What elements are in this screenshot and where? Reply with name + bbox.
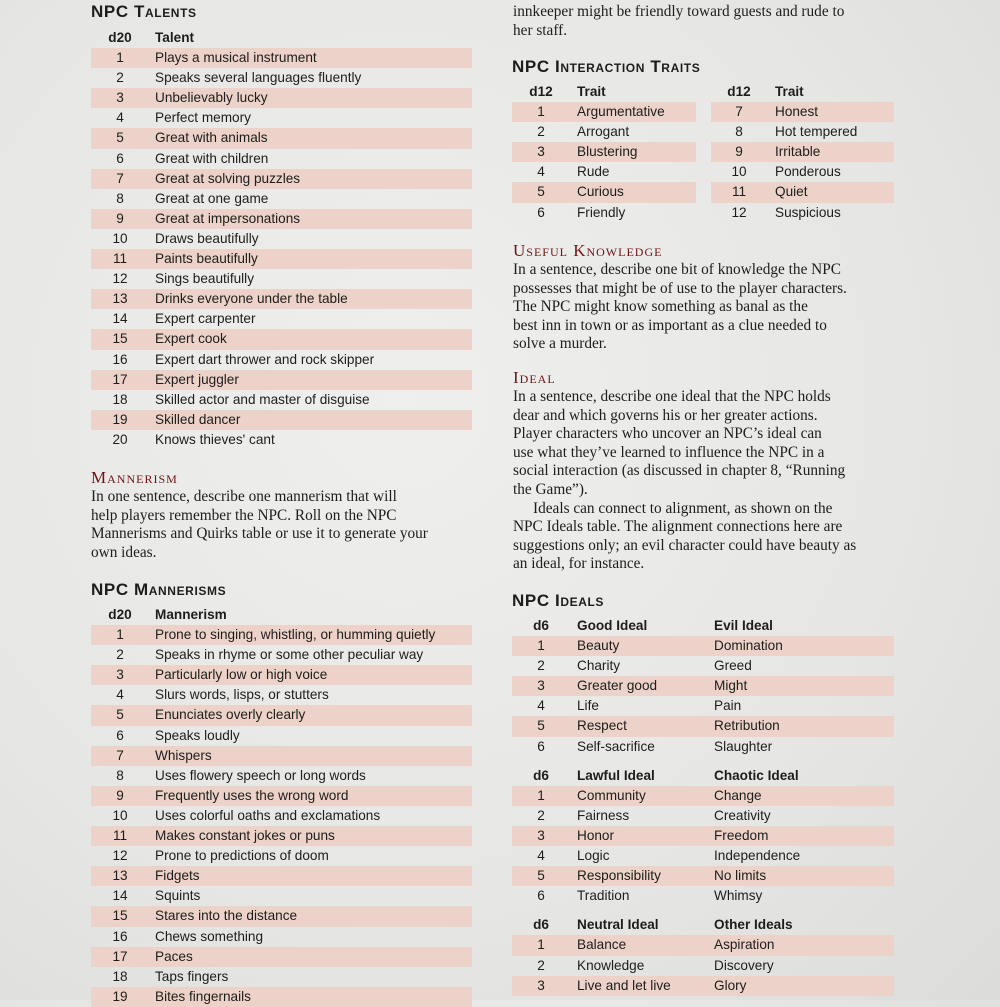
cell-text: Taps fingers <box>155 968 229 984</box>
column-header: d6 <box>533 917 549 933</box>
table-row <box>91 786 472 806</box>
cell-text: Tradition <box>577 888 630 904</box>
table-row <box>91 128 472 148</box>
table-row <box>711 142 894 162</box>
text-line: solve a murder. <box>513 335 607 353</box>
cell-text: Honor <box>577 827 615 843</box>
cell-text: Makes constant jokes or puns <box>155 828 335 844</box>
npc-ideals-section <box>512 590 894 996</box>
table-row <box>91 329 472 349</box>
cell-text: Unbelievably lucky <box>155 90 268 106</box>
cell-text: Speaks in rhyme or some other peculiar way <box>155 647 424 663</box>
roll-number: 3 <box>537 977 545 993</box>
cell-text: Enunciates overly clearly <box>155 707 306 723</box>
roll-number: 19 <box>112 411 128 427</box>
cell-text: Self-sacrifice <box>577 738 655 754</box>
ideal-section <box>513 368 856 574</box>
cell-text: Prone to predictions of doom <box>155 848 329 864</box>
table-title: NPC Ideals <box>512 591 605 610</box>
table-row <box>91 886 472 906</box>
column-header: d20 <box>108 30 132 45</box>
cell-text: Honest <box>775 104 819 120</box>
roll-number: 7 <box>116 170 124 186</box>
roll-number: 8 <box>116 767 124 783</box>
roll-number: 5 <box>537 184 545 200</box>
cell-text: Slurs words, lisps, or stutters <box>155 687 329 703</box>
table-row <box>512 676 894 696</box>
roll-number: 4 <box>537 698 545 714</box>
cell-text: Beauty <box>577 638 620 654</box>
text-line: possesses that might be of use to the player characters. <box>513 279 847 297</box>
roll-number: 15 <box>112 908 128 924</box>
roll-number: 18 <box>112 968 128 984</box>
roll-number: 5 <box>537 718 545 734</box>
cell-text: Aspiration <box>714 937 775 953</box>
traits-table-left <box>512 82 696 223</box>
table-header-row <box>512 915 894 935</box>
roll-number: 3 <box>116 667 124 683</box>
table-row <box>91 766 472 786</box>
cell-text: No limits <box>714 868 767 884</box>
roll-number: 7 <box>116 747 124 763</box>
knowledge-text <box>513 261 847 354</box>
cell-text: Blustering <box>577 144 638 160</box>
cell-text: Live and let live <box>577 977 671 993</box>
table-row <box>512 656 894 676</box>
table-header-row <box>512 82 696 102</box>
roll-number: 2 <box>116 647 124 663</box>
table-row <box>512 182 696 202</box>
table-row <box>91 645 472 665</box>
roll-number: 6 <box>537 888 545 904</box>
text-line: Player characters who uncover an NPC’s ideal can <box>513 425 822 443</box>
table-row <box>512 696 894 716</box>
column-header: Talent <box>155 30 195 45</box>
roll-number: 2 <box>537 807 545 823</box>
table-row <box>711 102 894 122</box>
text-line: Mannerisms and Quirks table or use it to generate your <box>91 525 428 543</box>
table-row <box>91 665 472 685</box>
cell-text: Hot tempered <box>775 124 858 140</box>
cell-text: Logic <box>577 848 610 864</box>
roll-number: 10 <box>112 230 128 246</box>
roll-number: 12 <box>731 204 747 220</box>
table-row <box>91 149 472 169</box>
roll-number: 14 <box>112 888 128 904</box>
cell-text: Great with children <box>155 150 269 166</box>
column-header: Trait <box>775 84 804 99</box>
cell-text: Change <box>714 787 762 803</box>
table-row <box>91 209 472 229</box>
roll-number: 4 <box>537 164 545 180</box>
table-row <box>91 967 472 987</box>
cell-text: Bites fingernails <box>155 988 251 1004</box>
table-title: NPC Talents <box>91 2 197 21</box>
cell-text: Expert dart thrower and rock skipper <box>155 351 375 367</box>
text-line: her staff. <box>513 21 568 39</box>
column-header: d12 <box>727 84 751 99</box>
table-row <box>91 866 472 886</box>
table-row <box>512 142 696 162</box>
roll-number: 8 <box>116 190 124 206</box>
table-row <box>91 350 472 370</box>
table-row <box>91 625 472 645</box>
text-line: suggestions only; an evil character could have beauty as <box>513 536 857 554</box>
table-row <box>711 203 894 223</box>
text-line: innkeeper might be friendly toward guests and rude to <box>513 3 845 20</box>
roll-number: 3 <box>537 678 545 694</box>
roll-number: 1 <box>116 50 124 66</box>
roll-number: 11 <box>731 184 747 200</box>
table-header-row <box>91 605 472 625</box>
roll-number: 6 <box>537 738 545 754</box>
table-row <box>91 269 472 289</box>
roll-number: 1 <box>537 104 545 120</box>
npc-talents-section <box>91 1 472 450</box>
cell-text: Friendly <box>577 204 626 220</box>
cell-text: Respect <box>577 718 627 734</box>
table-row <box>91 430 472 450</box>
section-heading: Mannerism <box>91 468 178 487</box>
table-row <box>91 705 472 725</box>
roll-number: 6 <box>116 150 124 166</box>
cell-text: Draws beautifully <box>155 230 259 246</box>
column-header: Other Ideals <box>714 917 793 933</box>
table-row <box>91 826 472 846</box>
cell-text: Quiet <box>775 184 808 200</box>
table-row <box>91 806 472 826</box>
roll-number: 1 <box>537 937 545 953</box>
table-row <box>512 806 894 826</box>
intro-text-section <box>513 3 844 40</box>
cell-text: Charity <box>577 658 621 674</box>
roll-number: 9 <box>116 210 124 226</box>
table-row <box>711 122 894 142</box>
column-header: Chaotic Ideal <box>714 767 799 783</box>
table-row <box>91 846 472 866</box>
cell-text: Great at one game <box>155 190 269 206</box>
text-line: In a sentence, describe one bit of knowledge the NPC <box>513 261 841 278</box>
table-row <box>91 88 472 108</box>
cell-text: Irritable <box>775 144 821 160</box>
table-row <box>512 866 894 886</box>
cell-text: Plays a musical instrument <box>155 50 317 66</box>
table-row <box>512 935 894 955</box>
useful-knowledge-section <box>513 241 847 354</box>
cell-text: Fidgets <box>155 868 200 884</box>
roll-number: 3 <box>537 827 545 843</box>
roll-number: 3 <box>537 144 545 160</box>
cell-text: Great with animals <box>155 130 268 146</box>
roll-number: 9 <box>735 144 743 160</box>
cell-text: Retribution <box>714 718 780 734</box>
roll-number: 1 <box>116 627 124 643</box>
text-line: use what they’ve learned to influence the NPC in a <box>513 443 825 461</box>
table-header-row <box>91 28 472 48</box>
table-row <box>91 309 472 329</box>
mannerism-section <box>91 468 428 562</box>
cell-text: Expert carpenter <box>155 311 256 327</box>
roll-number: 16 <box>112 351 128 367</box>
cell-text: Creativity <box>714 807 771 823</box>
intro-text <box>513 3 844 40</box>
cell-text: Pain <box>714 698 742 714</box>
column-header: d20 <box>108 607 132 622</box>
table-header-row <box>512 616 894 636</box>
cell-text: Fairness <box>577 807 630 823</box>
column-header: Evil Ideal <box>714 618 773 633</box>
mannerism-text <box>91 488 428 562</box>
roll-number: 5 <box>116 707 124 723</box>
cell-text: Particularly low or high voice <box>155 667 328 683</box>
table-row <box>91 108 472 128</box>
roll-number: 1 <box>537 787 545 803</box>
cell-text: Knows thieves' cant <box>155 431 275 447</box>
npc-traits-section <box>512 56 894 227</box>
cell-text: Community <box>577 787 646 803</box>
cell-text: Great at impersonations <box>155 210 301 226</box>
cell-text: Responsibility <box>577 868 661 884</box>
roll-number: 4 <box>537 848 545 864</box>
table-row <box>512 826 894 846</box>
text-line: In a sentence, describe one ideal that the NPC holds <box>513 388 831 405</box>
roll-number: 13 <box>112 291 128 307</box>
cell-text: Uses flowery speech or long words <box>155 767 366 783</box>
npc-mannerisms-table <box>91 605 472 1007</box>
roll-number: 20 <box>112 431 128 447</box>
cell-text: Great at solving puzzles <box>155 170 301 186</box>
cell-text: Uses colorful oaths and exclamations <box>155 807 381 823</box>
cell-text: Whimsy <box>714 888 763 904</box>
cell-text: Paces <box>155 948 193 964</box>
table-row <box>91 685 472 705</box>
column-header: d6 <box>533 767 549 783</box>
text-line: help players remember the NPC. Roll on the NPC <box>91 506 397 524</box>
cell-text: Whispers <box>155 747 212 763</box>
npc-ideals-table <box>512 616 894 996</box>
cell-text: Arrogant <box>577 124 630 140</box>
roll-number: 16 <box>112 928 128 944</box>
table-row <box>512 102 696 122</box>
cell-text: Balance <box>577 937 627 953</box>
roll-number: 2 <box>537 124 545 140</box>
table-row <box>512 786 894 806</box>
roll-number: 2 <box>116 70 124 86</box>
table-header-row <box>512 766 894 786</box>
text-line: NPC Ideals table. The alignment connections here are <box>513 518 843 536</box>
npc-talents-table <box>91 28 472 450</box>
table-row <box>91 410 472 430</box>
table-row <box>512 846 894 866</box>
cell-text: Paints beautifully <box>155 251 258 267</box>
table-row <box>512 737 894 757</box>
roll-number: 19 <box>112 988 128 1004</box>
text-line: dear and which governs his or her greater actions. <box>513 406 818 424</box>
cell-text: Domination <box>714 638 783 654</box>
ideal-text <box>513 388 856 574</box>
roll-number: 17 <box>112 371 128 387</box>
column-header: Neutral Ideal <box>577 917 659 933</box>
section-heading: Ideal <box>513 368 556 387</box>
table-header-row <box>711 82 894 102</box>
table-row <box>512 976 894 996</box>
cell-text: Expert cook <box>155 331 227 347</box>
roll-number: 12 <box>112 848 128 864</box>
table-row <box>512 122 696 142</box>
table-row <box>91 189 472 209</box>
table-row <box>512 636 894 656</box>
roll-number: 10 <box>731 164 747 180</box>
table-row <box>91 229 472 249</box>
roll-number: 14 <box>112 311 128 327</box>
cell-text: Discovery <box>714 957 774 973</box>
cell-text: Speaks several languages fluently <box>155 70 362 86</box>
roll-number: 9 <box>116 787 124 803</box>
cell-text: Might <box>714 678 748 694</box>
text-line: best inn in town or as important as a clue needed to <box>513 316 827 334</box>
cell-text: Prone to singing, whistling, or humming quietly <box>155 627 436 643</box>
cell-text: Argumentative <box>577 104 665 120</box>
cell-text: Knowledge <box>577 957 645 973</box>
table-row <box>91 947 472 967</box>
table-row <box>91 987 472 1007</box>
roll-number: 17 <box>112 948 128 964</box>
cell-text: Stares into the distance <box>155 908 298 924</box>
cell-text: Drinks everyone under the table <box>155 291 348 307</box>
table-row <box>91 169 472 189</box>
roll-number: 1 <box>537 638 545 654</box>
table-row <box>711 162 894 182</box>
text-line: The NPC might know something as banal as the <box>513 298 808 316</box>
roll-number: 6 <box>116 727 124 743</box>
roll-number: 7 <box>735 104 743 120</box>
table-row <box>91 68 472 88</box>
section-heading: Useful Knowledge <box>513 241 663 260</box>
table-row <box>91 746 472 766</box>
text-line: social interaction (as discussed in chapter 8, “Running <box>513 462 846 480</box>
table-row <box>512 886 894 906</box>
table-row <box>91 370 472 390</box>
cell-text: Greed <box>714 658 752 674</box>
cell-text: Greater good <box>577 678 658 694</box>
cell-text: Expert juggler <box>155 371 239 387</box>
roll-number: 4 <box>116 110 124 126</box>
cell-text: Suspicious <box>775 204 841 220</box>
text-line: the Game”). <box>513 480 588 498</box>
table-row <box>91 390 472 410</box>
table-row <box>91 726 472 746</box>
roll-number: 11 <box>112 251 128 267</box>
cell-text: Life <box>577 698 599 714</box>
cell-text: Skilled dancer <box>155 411 241 427</box>
table-row <box>91 249 472 269</box>
cell-text: Frequently uses the wrong word <box>155 787 349 803</box>
table-row <box>512 162 696 182</box>
cell-text: Speaks loudly <box>155 727 240 743</box>
roll-number: 3 <box>116 90 124 106</box>
roll-number: 11 <box>112 828 128 844</box>
table-row <box>512 716 894 736</box>
roll-number: 18 <box>112 391 128 407</box>
column-header: Mannerism <box>155 607 227 622</box>
cell-text: Glory <box>714 977 747 993</box>
roll-number: 12 <box>112 271 128 287</box>
column-header: Good Ideal <box>577 618 648 633</box>
cell-text: Squints <box>155 888 201 904</box>
table-row <box>91 48 472 68</box>
table-row <box>91 927 472 947</box>
table-title: NPC Mannerisms <box>91 580 227 599</box>
table-row <box>711 182 894 202</box>
roll-number: 10 <box>112 807 128 823</box>
text-line: an ideal, for instance. <box>513 555 645 573</box>
cell-text: Rude <box>577 164 610 180</box>
traits-table-right <box>711 82 894 223</box>
roll-number: 5 <box>537 868 545 884</box>
table-row <box>512 203 696 223</box>
column-header: d6 <box>533 618 549 633</box>
roll-number: 13 <box>112 868 128 884</box>
cell-text: Perfect memory <box>155 110 251 126</box>
roll-number: 5 <box>116 130 124 146</box>
text-line: In one sentence, describe one mannerism that will <box>91 488 397 505</box>
cell-text: Chews something <box>155 928 264 944</box>
table-row <box>91 289 472 309</box>
npc-mannerisms-section <box>91 579 472 1007</box>
roll-number: 6 <box>537 204 545 220</box>
text-line: own ideas. <box>91 543 157 561</box>
table-row <box>512 956 894 976</box>
roll-number: 4 <box>116 687 124 703</box>
cell-text: Sings beautifully <box>155 271 254 287</box>
cell-text: Curious <box>577 184 624 200</box>
text-line: Ideals can connect to alignment, as shown on the <box>533 499 833 517</box>
cell-text: Slaughter <box>714 738 773 754</box>
column-header: Lawful Ideal <box>577 767 655 783</box>
cell-text: Skilled actor and master of disguise <box>155 391 370 407</box>
cell-text: Freedom <box>714 827 769 843</box>
roll-number: 15 <box>112 331 128 347</box>
cell-text: Independence <box>714 848 801 864</box>
roll-number: 8 <box>735 124 743 140</box>
roll-number: 2 <box>537 957 545 973</box>
table-title: NPC Interaction Traits <box>512 57 701 76</box>
roll-number: 2 <box>537 658 545 674</box>
column-header: d12 <box>529 84 553 99</box>
cell-text: Ponderous <box>775 164 841 180</box>
column-header: Trait <box>577 84 606 99</box>
table-row <box>91 906 472 926</box>
